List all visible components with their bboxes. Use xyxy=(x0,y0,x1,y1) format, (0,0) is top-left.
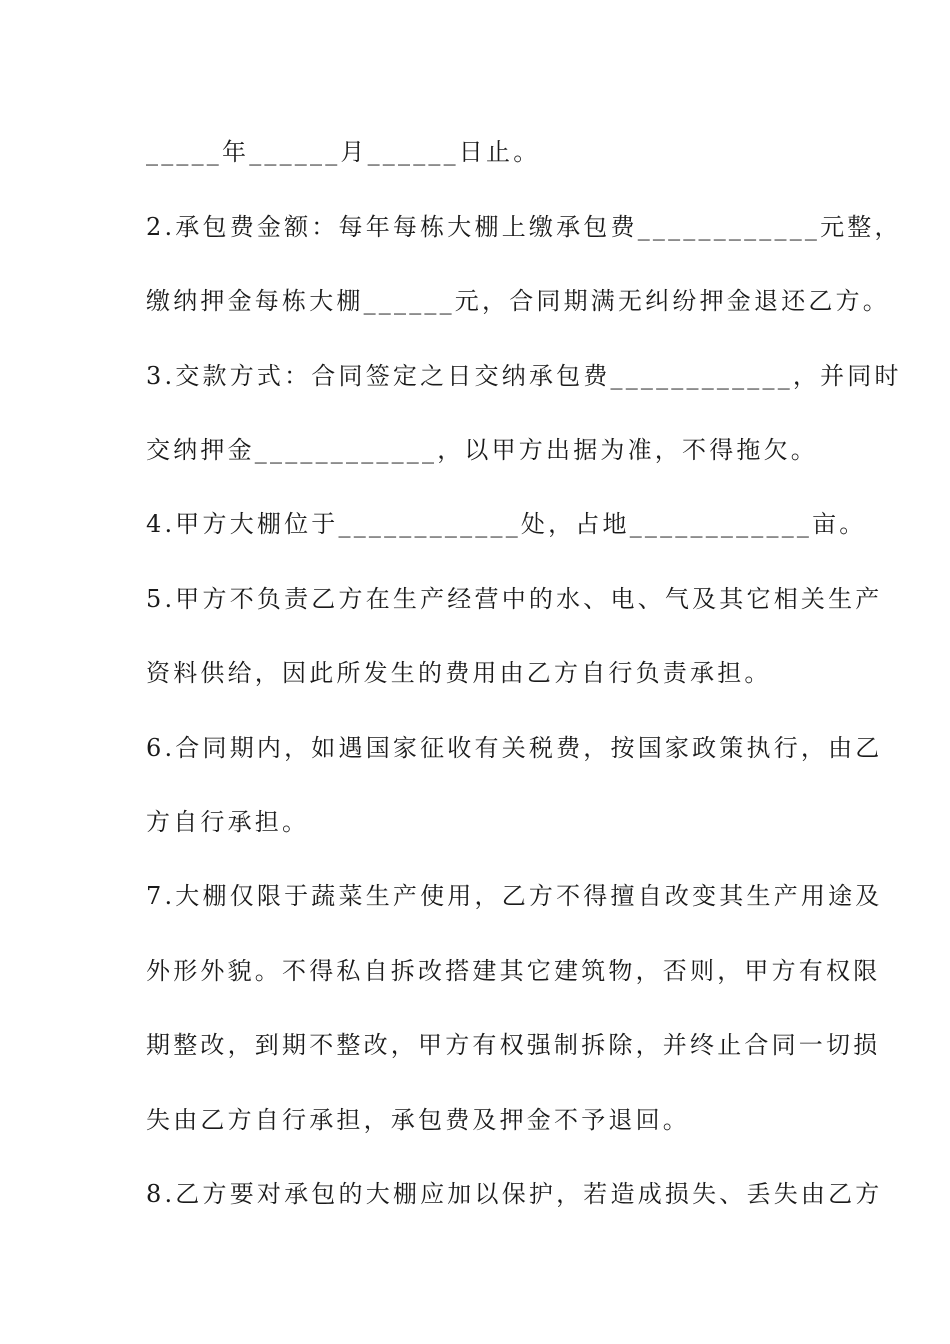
text-line-14: 失由乙方自行承担，承包费及押金不予退回。 xyxy=(146,1106,690,1134)
text-line-12: 外形外貌。不得私自拆改搭建其它建筑物，否则，甲方有权限 xyxy=(146,957,881,985)
text-line-13: 期整改，到期不整改，甲方有权强制拆除，并终止合同一切损 xyxy=(146,1031,881,1059)
text-line-7: 5.甲方不负责乙方在生产经营中的水、电、气及其它相关生产 xyxy=(146,585,883,613)
text-line-5: 交纳押金____________，以甲方出据为准，不得拖欠。 xyxy=(146,436,818,464)
text-line-10: 方自行承担。 xyxy=(146,808,310,836)
text-line-8: 资料供给，因此所发生的费用由乙方自行负责承担。 xyxy=(146,659,772,687)
text-line-9: 6.合同期内，如遇国家征收有关税费，按国家政策执行，由乙 xyxy=(146,734,883,762)
text-line-1: _____年______月______日止。 xyxy=(146,138,541,166)
text-line-6: 4.甲方大棚位于____________处，占地____________亩。 xyxy=(146,510,867,538)
text-line-3: 缴纳押金每栋大棚______元，合同期满无纠纷押金退还乙方。 xyxy=(146,287,890,315)
text-line-2: 2.承包费金额：每年每栋大棚上缴承包费____________元整， xyxy=(146,213,902,241)
text-line-4: 3.交款方式：合同签定之日交纳承包费____________，并同时 xyxy=(146,362,902,390)
text-line-11: 7.大棚仅限于蔬菜生产使用，乙方不得擅自改变其生产用途及 xyxy=(146,882,883,910)
text-line-15: 8.乙方要对承包的大棚应加以保护，若造成损失、丢失由乙方 xyxy=(146,1180,883,1208)
